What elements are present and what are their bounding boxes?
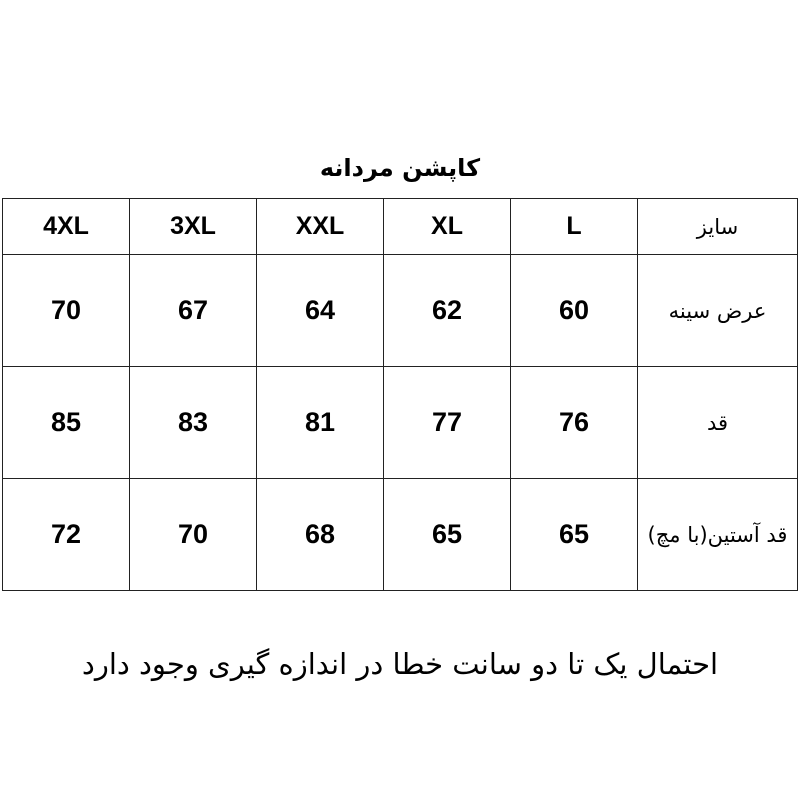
- row-label: قد: [706, 410, 729, 435]
- table-cell: [3, 367, 130, 479]
- cell-value: 72: [50, 519, 82, 549]
- cell-value: 83: [177, 407, 209, 437]
- row-label-cell: [638, 479, 798, 591]
- cell-value: 64: [304, 295, 336, 325]
- row-label: عرض سینه: [668, 298, 767, 323]
- size-label: XXL: [295, 212, 345, 240]
- size-header-label: سایز: [696, 214, 739, 239]
- table-cell: [130, 367, 257, 479]
- cell-value: 62: [431, 295, 463, 325]
- row-label-cell: [638, 367, 798, 479]
- table-cell: [511, 479, 638, 591]
- table-row: [3, 479, 798, 591]
- table-cell: [257, 479, 384, 591]
- header-cell-l: [511, 199, 638, 255]
- header-cell-xl: [384, 199, 511, 255]
- measurement-note: احتمال یک تا دو سانت خطا در اندازه گیری وجود دارد: [81, 647, 719, 681]
- table-cell: [3, 255, 130, 367]
- size-label: L: [566, 212, 582, 240]
- table-cell: [257, 367, 384, 479]
- table-cell: [384, 255, 511, 367]
- table-cell: [384, 479, 511, 591]
- size-label: 3XL: [170, 212, 216, 240]
- cell-value: 68: [304, 519, 336, 549]
- cell-value: 60: [558, 295, 590, 325]
- table-cell: [384, 367, 511, 479]
- cell-value: 76: [558, 407, 590, 437]
- cell-value: 85: [50, 407, 82, 437]
- size-label: XL: [431, 212, 463, 240]
- cell-value: 67: [177, 295, 209, 325]
- row-label: قد آستین(با مچ): [647, 522, 788, 547]
- table-cell: [130, 255, 257, 367]
- size-table: [2, 198, 798, 591]
- row-label-cell: [638, 255, 798, 367]
- cell-value: 70: [177, 519, 209, 549]
- header-cell-3xl: [130, 199, 257, 255]
- table-cell: [257, 255, 384, 367]
- table-cell: [3, 479, 130, 591]
- page-title: کاپشن مردانه: [319, 154, 481, 182]
- table-header-row: [3, 199, 798, 255]
- header-cell-4xl: [3, 199, 130, 255]
- cell-value: 77: [431, 407, 463, 437]
- size-label: 4XL: [43, 212, 89, 240]
- table-cell: [130, 479, 257, 591]
- cell-value: 65: [558, 519, 590, 549]
- header-cell-label: [638, 199, 798, 255]
- table-row: [3, 367, 798, 479]
- header-cell-xxl: [257, 199, 384, 255]
- cell-value: 81: [304, 407, 336, 437]
- table-cell: [511, 367, 638, 479]
- cell-value: 70: [50, 295, 82, 325]
- table-row: [3, 255, 798, 367]
- table-cell: [511, 255, 638, 367]
- cell-value: 65: [431, 519, 463, 549]
